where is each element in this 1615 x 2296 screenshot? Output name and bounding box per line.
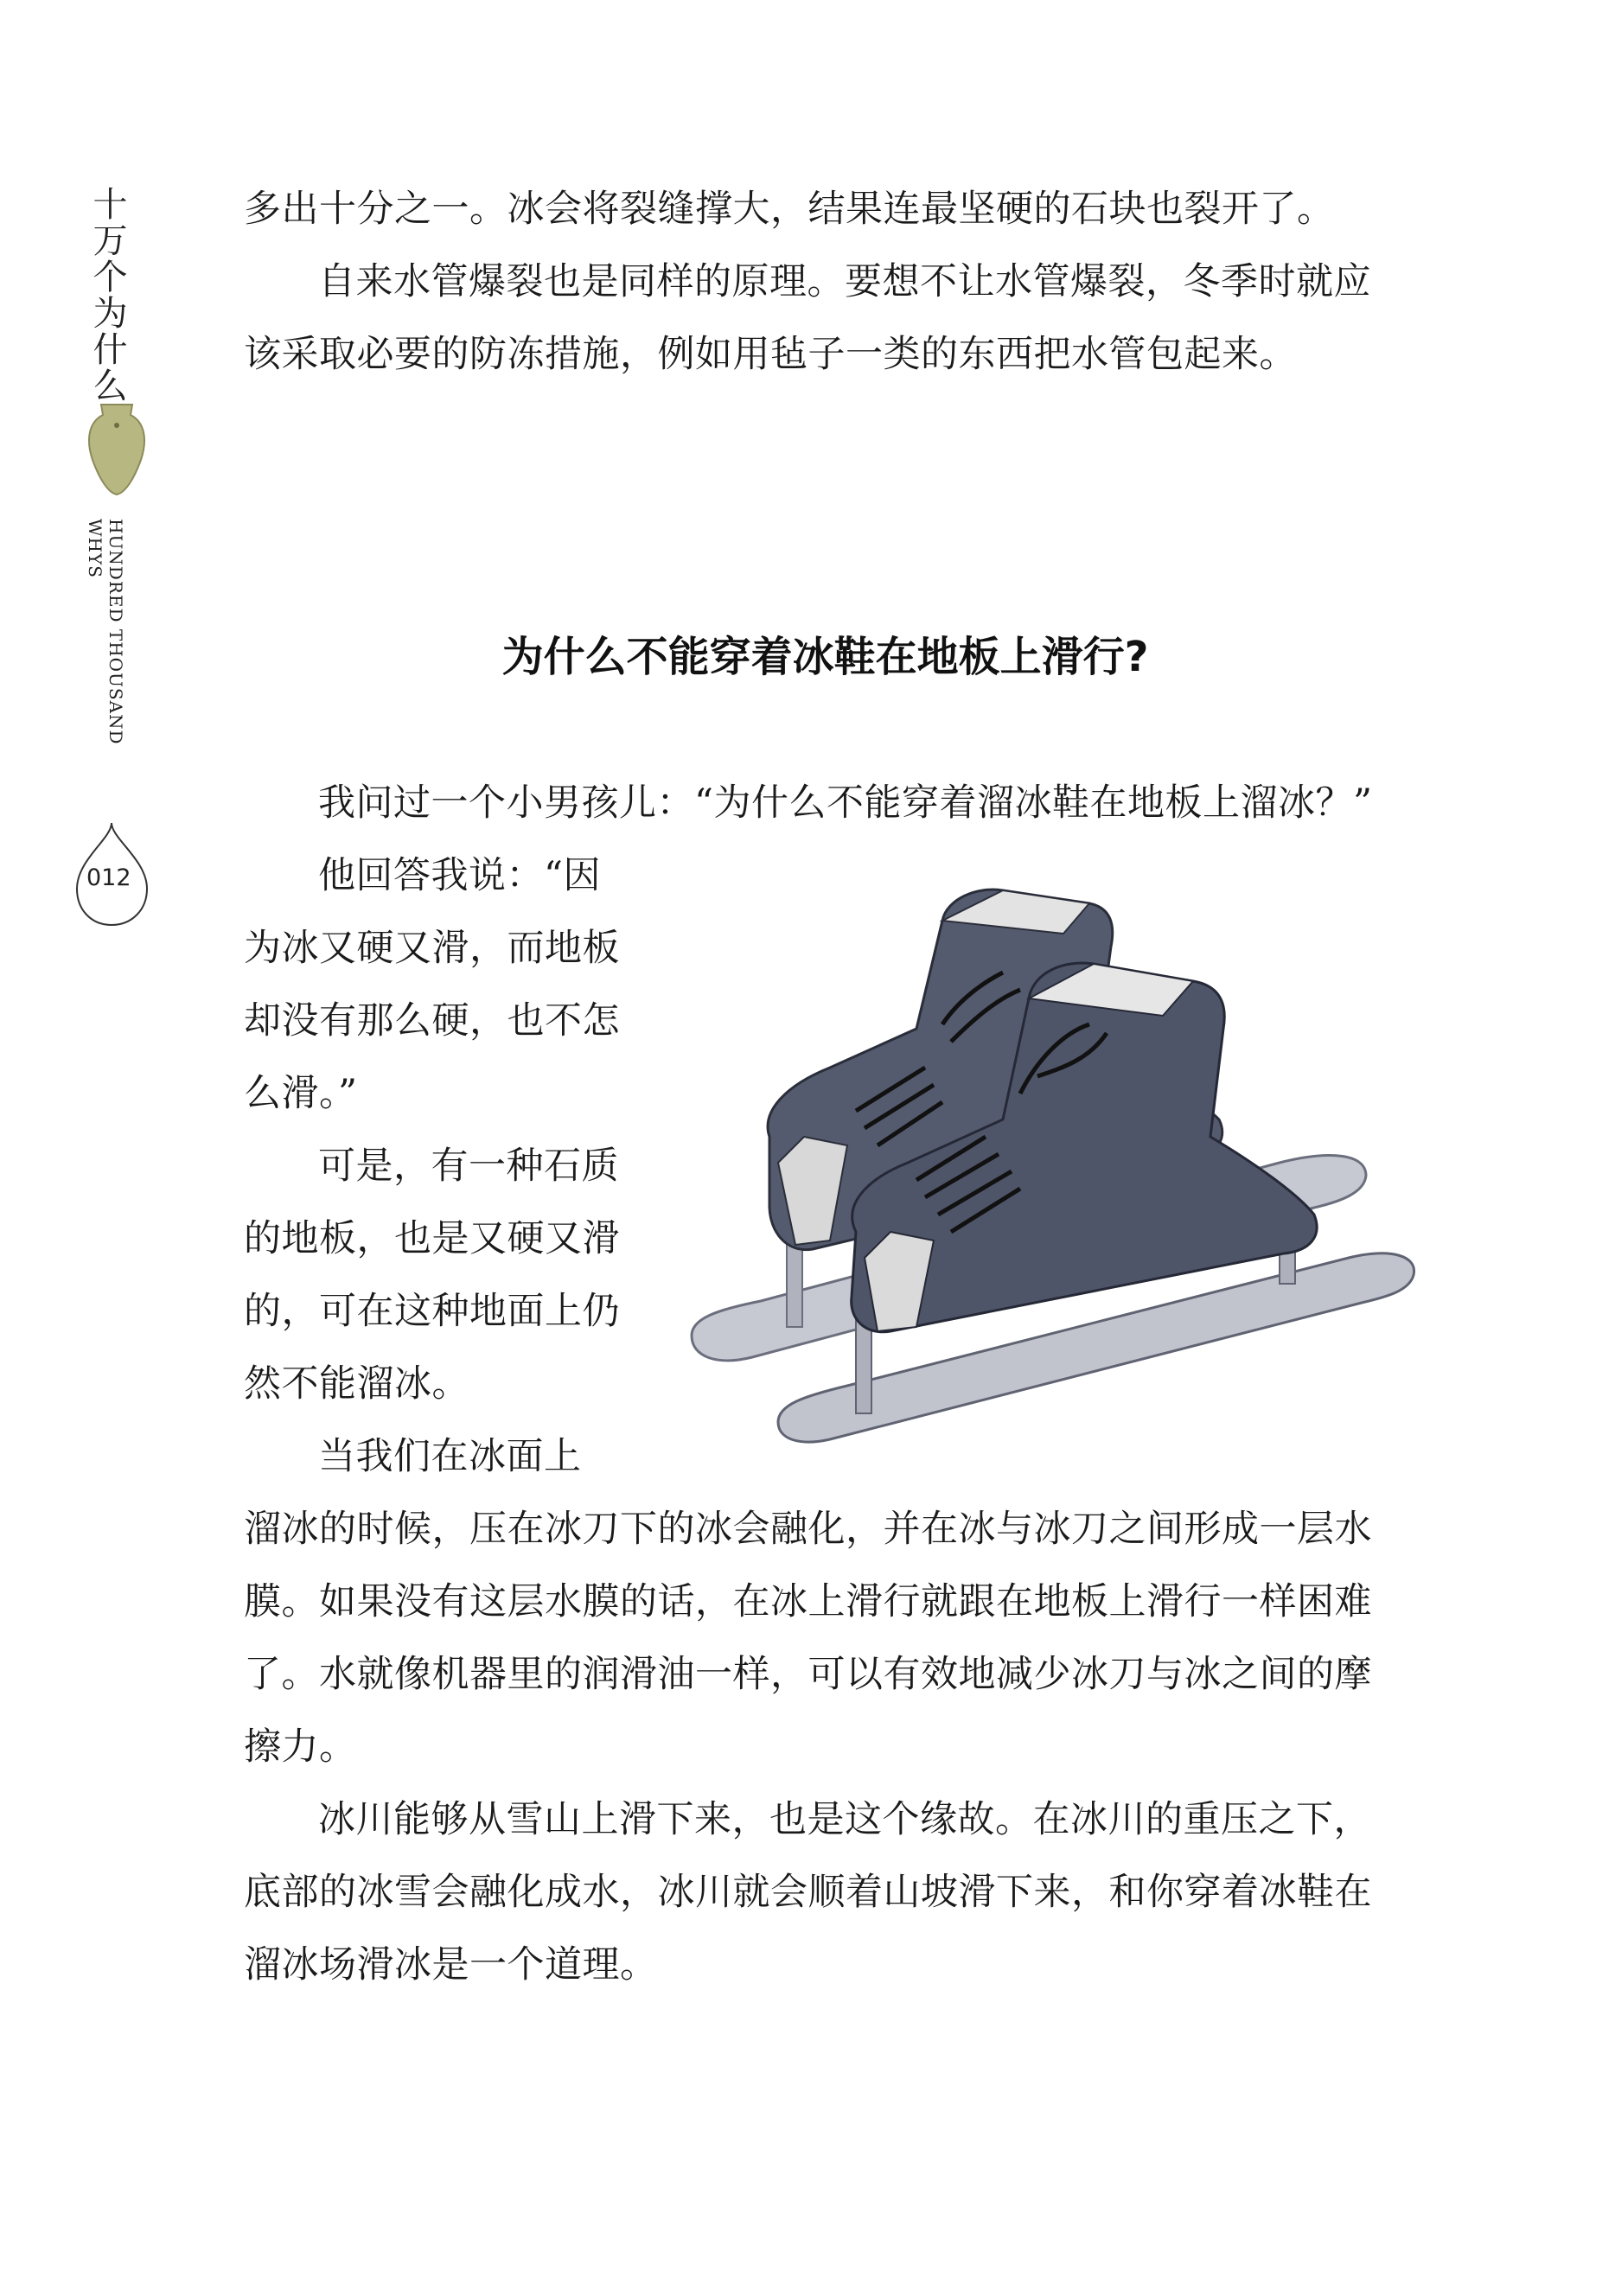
section-paragraph-2: 他回答我说：“因为冰又硬又滑，而地板却没有那么硬，也不怎么滑。” [244,854,620,1115]
series-english: HUNDRED THOUSAND WHYS [85,519,126,745]
ice-skates-illustration [657,851,1418,1457]
section-paragraph-4: 溜冰的时候，压在冰刀下的冰会融化，并在冰与冰刀之间形成一层水膜。如果没有这层水膜的话，在冰上滑行就跟在地板上滑行一样困难了。水就像机器里的润滑油一样，可以有效地减少冰刀与冰之间的摩擦力。 [244,1508,1372,1769]
section-paragraph-5: 冰川能够从雪山上滑下来，也是这个缘故。在冰川的重压之下，底部的冰雪会融化成水，冰川就会顺着山坡滑下来，和你穿着冰鞋在溜冰场滑冰是一个道理。 [244,1798,1372,1987]
section-title: 为什么不能穿着冰鞋在地板上滑行? [501,633,1149,681]
book-title: 十万个为什么 [87,186,127,404]
body-paragraph-1: 多出十分之一。冰会将裂缝撑大，结果连最坚硬的石块也裂开了。 [244,188,1335,231]
section-paragraph-1: 我问过一个小男孩儿：“为什么不能穿着溜冰鞋在地板上溜冰？” [318,781,1373,825]
vase-icon [82,399,151,499]
body-paragraph-2: 自来水管爆裂也是同样的原理。要想不让水管爆裂，冬季时就应该采取必要的防冻措施，例如用毡子一类的东西把水管包起来。 [244,260,1371,376]
section-paragraph-3: 可是，有一种石质的地板，也是又硬又滑的，可在这种地面上仍然不能溜冰。 [244,1145,620,1406]
page-number: 012 [86,864,131,891]
section-paragraph-4-start: 当我们在冰面上 [318,1435,582,1478]
